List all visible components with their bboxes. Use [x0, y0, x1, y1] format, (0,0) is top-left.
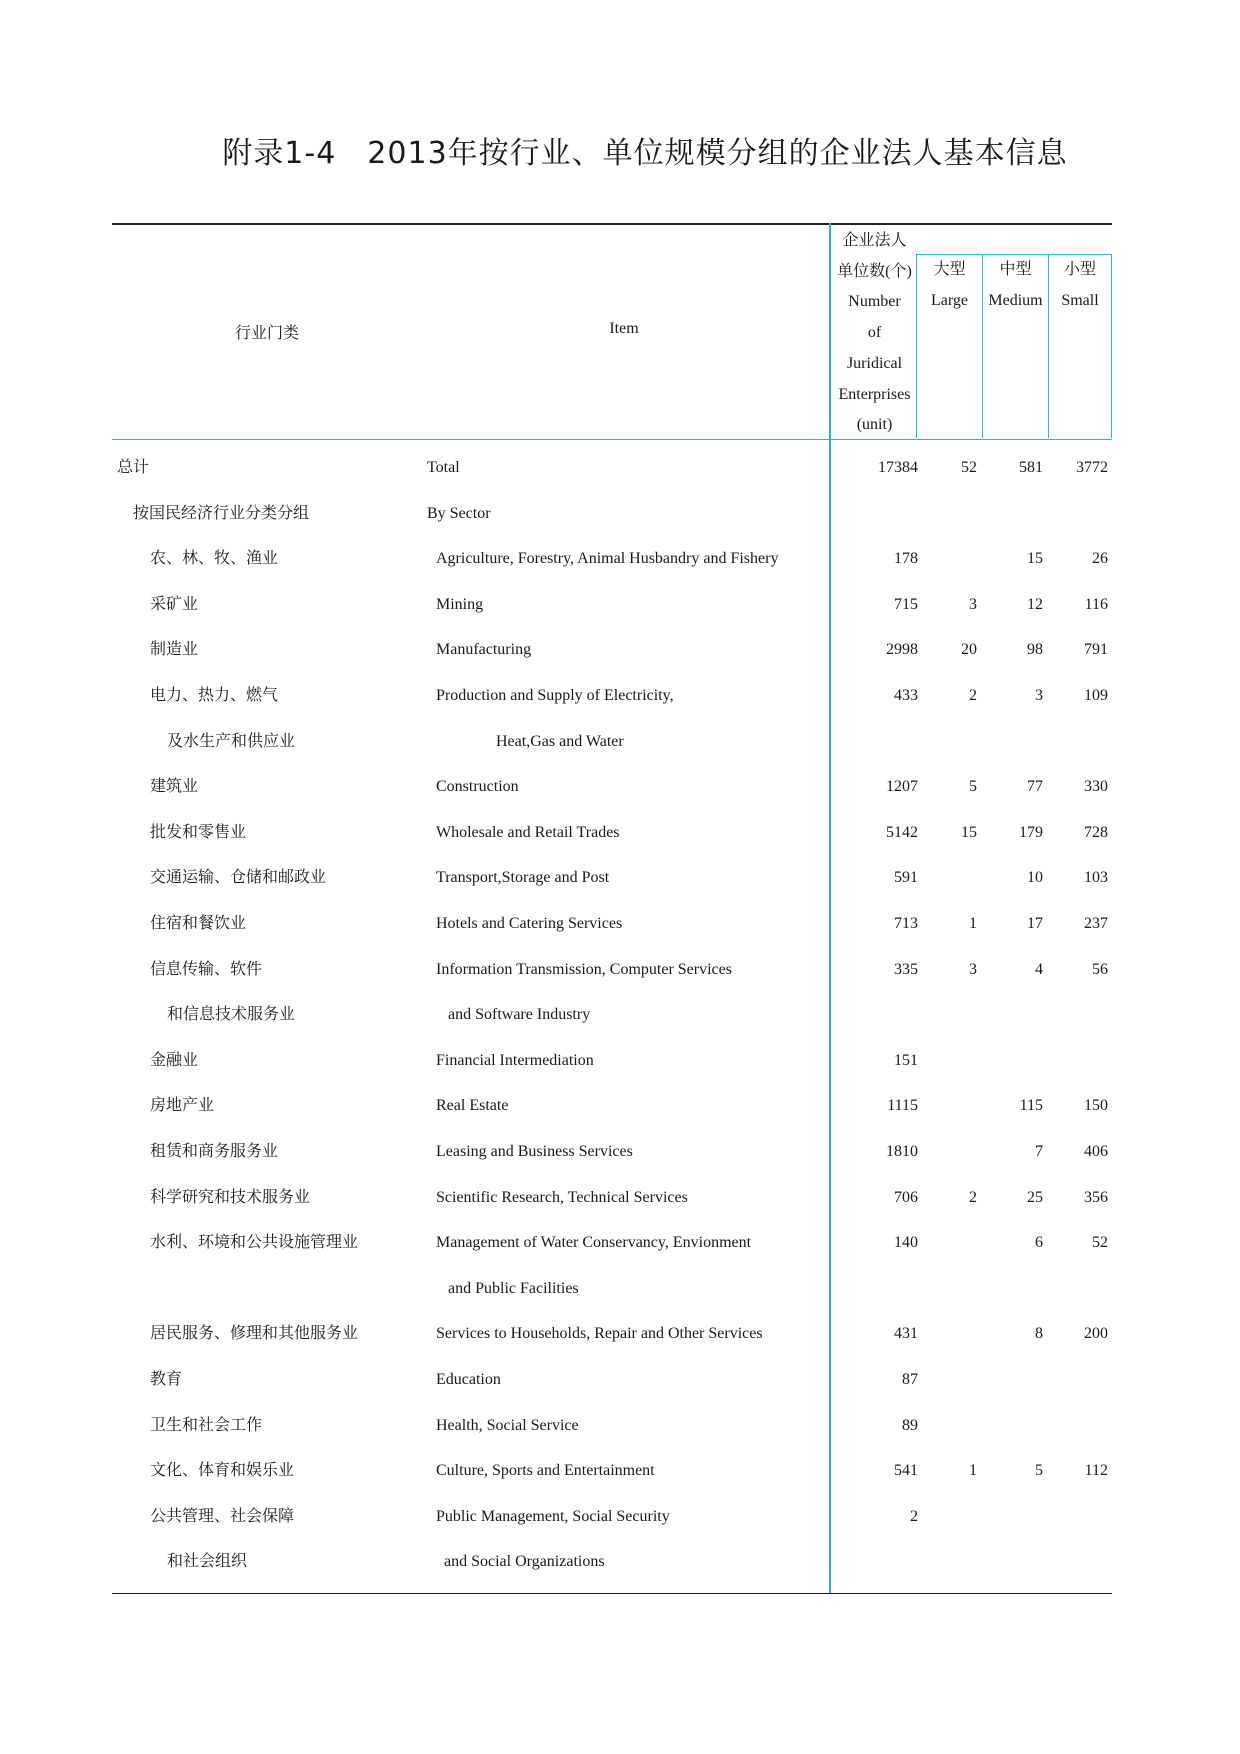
- header-count-line: of: [867, 324, 882, 342]
- row-total-count: 17384: [878, 459, 918, 476]
- row-item-en: and Social Organizations: [444, 1553, 605, 1571]
- row-total-count: 1810: [886, 1143, 918, 1160]
- row-item-en: Hotels and Catering Services: [436, 915, 623, 932]
- header-industry-cn: 行业门类: [234, 325, 299, 342]
- row-item-en: Services to Households, Repair and Other Services: [436, 1325, 763, 1343]
- row-item-en: Education: [436, 1371, 501, 1388]
- row-industry-cn: 和信息技术服务业: [167, 1006, 296, 1024]
- row-total-count: 89: [902, 1416, 918, 1434]
- row-medium-count: 581: [1019, 459, 1043, 476]
- row-industry-cn: 居民服务、修理和其他服务业: [150, 1325, 359, 1343]
- row-medium-count: 179: [1019, 823, 1043, 841]
- table-row: [112, 901, 1112, 947]
- row-total-count: 706: [894, 1188, 918, 1206]
- table-row: [112, 1083, 1112, 1129]
- row-item-en: Leasing and Business Services: [436, 1143, 633, 1160]
- row-medium-count: 15: [1027, 550, 1043, 568]
- row-industry-cn: 信息传输、软件: [150, 960, 263, 978]
- row-item-en: Health, Social Service: [436, 1416, 579, 1434]
- row-medium-count: 12: [1027, 595, 1043, 613]
- row-item-en: Culture, Sports and Entertainment: [436, 1462, 655, 1480]
- row-industry-cn: 教育: [150, 1371, 183, 1388]
- row-industry-cn: 卫生和社会工作: [150, 1416, 263, 1434]
- row-large-count: 1: [969, 915, 977, 932]
- row-total-count: 87: [902, 1371, 918, 1388]
- row-industry-cn: 文化、体育和娱乐业: [150, 1462, 295, 1480]
- row-industry-cn: 批发和零售业: [150, 823, 247, 841]
- row-small-count: 237: [1084, 915, 1108, 932]
- table-row: [112, 1311, 1112, 1357]
- row-small-count: 52: [1092, 1234, 1108, 1252]
- row-industry-cn: 建筑业: [150, 778, 199, 796]
- row-large-count: 52: [961, 459, 977, 476]
- header-medium-en: Medium: [988, 291, 1043, 309]
- row-industry-cn: 金融业: [150, 1051, 199, 1069]
- row-total-count: 713: [894, 915, 918, 932]
- row-industry-cn: 和社会组织: [167, 1553, 248, 1571]
- row-industry-cn: 交通运输、仓储和邮政业: [150, 869, 327, 887]
- row-large-count: 1: [969, 1462, 977, 1480]
- header-medium: [982, 254, 1049, 438]
- row-large-count: 3: [969, 595, 977, 613]
- header-count-line: 单位数(个): [837, 262, 912, 280]
- row-total-count: 541: [894, 1462, 918, 1480]
- table-row: [112, 491, 1112, 537]
- row-large-count: 20: [961, 641, 977, 659]
- row-item-en: Construction: [436, 778, 519, 796]
- header-large-en: Large: [930, 291, 968, 309]
- row-large-count: 2: [969, 1188, 977, 1206]
- row-industry-cn: 农、林、牧、渔业: [150, 550, 279, 568]
- table-row: [112, 1539, 1112, 1585]
- row-large-count: 15: [961, 823, 977, 841]
- row-total-count: 335: [894, 960, 918, 978]
- row-large-count: 5: [969, 778, 977, 796]
- table-row: [112, 536, 1112, 582]
- header-count-line: (unit): [856, 416, 893, 434]
- row-small-count: 26: [1092, 550, 1108, 568]
- row-medium-count: 98: [1027, 641, 1043, 659]
- table-row: [112, 582, 1112, 628]
- table-row: [112, 1494, 1112, 1540]
- row-industry-cn: 及水生产和供应业: [167, 732, 296, 750]
- row-total-count: 178: [894, 550, 918, 568]
- row-total-count: 2: [910, 1507, 918, 1525]
- table-bottom-rule: [112, 1593, 1112, 1594]
- row-medium-count: 17: [1027, 915, 1043, 932]
- header-item: Item: [609, 320, 639, 337]
- row-small-count: 728: [1084, 823, 1108, 841]
- row-small-count: 3772: [1076, 459, 1108, 476]
- row-medium-count: 115: [1019, 1097, 1043, 1115]
- row-item-en: Agriculture, Forestry, Animal Husbandry and Fishery: [436, 550, 779, 568]
- table-row: [112, 1448, 1112, 1494]
- header-enterprise-count: [831, 226, 918, 441]
- row-medium-count: 77: [1027, 778, 1043, 796]
- table-row: [112, 947, 1112, 993]
- row-item-en: Real Estate: [436, 1097, 509, 1115]
- row-small-count: 200: [1084, 1325, 1108, 1343]
- row-total-count: 151: [894, 1051, 918, 1069]
- table-row: [112, 627, 1112, 673]
- row-industry-cn: 电力、热力、燃气: [150, 687, 279, 704]
- row-item-en: Information Transmission, Computer Services: [436, 960, 732, 978]
- header-medium-cn: 中型: [999, 261, 1032, 278]
- row-total-count: 433: [894, 687, 918, 704]
- table-row: [112, 1266, 1112, 1312]
- row-item-en: Wholesale and Retail Trades: [436, 823, 620, 841]
- header-count-line: Juridical: [846, 354, 903, 372]
- row-total-count: 2998: [886, 641, 918, 659]
- row-medium-count: 4: [1035, 960, 1043, 978]
- row-item-en: Scientific Research, Technical Services: [436, 1188, 688, 1206]
- row-medium-count: 5: [1035, 1462, 1043, 1480]
- row-industry-cn: 总计: [117, 459, 150, 476]
- row-small-count: 109: [1084, 687, 1108, 704]
- row-item-en: Total: [427, 459, 460, 476]
- row-total-count: 591: [894, 869, 918, 887]
- table-row: [112, 764, 1112, 810]
- row-total-count: 1207: [886, 778, 918, 796]
- table-row: [112, 992, 1112, 1038]
- page-title: 附录1-4 2013年按行业、单位规模分组的企业法人基本信息: [222, 136, 1068, 171]
- row-total-count: 140: [894, 1234, 918, 1252]
- row-medium-count: 6: [1035, 1234, 1043, 1252]
- row-industry-cn: 科学研究和技术服务业: [150, 1188, 311, 1206]
- row-small-count: 356: [1084, 1188, 1108, 1206]
- row-small-count: 330: [1084, 778, 1108, 796]
- row-item-en: and Software Industry: [448, 1006, 591, 1024]
- row-small-count: 103: [1084, 869, 1108, 887]
- table-row: [112, 855, 1112, 901]
- table-row: [112, 673, 1112, 719]
- table-row: [112, 1220, 1112, 1266]
- row-total-count: 1115: [887, 1097, 918, 1115]
- row-total-count: 715: [894, 595, 918, 613]
- row-item-en: Financial Intermediation: [436, 1051, 594, 1069]
- row-large-count: 3: [969, 960, 977, 978]
- row-item-en: Heat,Gas and Water: [496, 732, 624, 750]
- row-item-en: Manufacturing: [436, 641, 532, 659]
- row-item-en: Public Management, Social Security: [436, 1507, 670, 1525]
- row-industry-cn: 采矿业: [150, 595, 199, 613]
- row-medium-count: 8: [1035, 1325, 1043, 1343]
- header-large: [916, 254, 983, 438]
- table-row: [112, 810, 1112, 856]
- row-item-en: Management of Water Conservancy, Envionment: [436, 1234, 752, 1252]
- row-industry-cn: 租赁和商务服务业: [150, 1143, 279, 1160]
- table-row: [112, 1129, 1112, 1175]
- row-industry-cn: 公共管理、社会保障: [150, 1507, 295, 1525]
- table-row: [112, 445, 1112, 491]
- row-industry-cn: 住宿和餐饮业: [150, 915, 247, 932]
- row-small-count: 116: [1084, 595, 1108, 613]
- row-small-count: 112: [1084, 1462, 1108, 1480]
- row-medium-count: 10: [1027, 869, 1043, 887]
- table-header: [112, 223, 1112, 439]
- header-divider: [112, 439, 1112, 440]
- row-small-count: 150: [1084, 1097, 1108, 1115]
- row-medium-count: 3: [1035, 687, 1043, 704]
- row-industry-cn: 按国民经济行业分类分组: [133, 504, 310, 522]
- table-row: [112, 1357, 1112, 1403]
- header-large-cn: 大型: [933, 261, 966, 278]
- row-total-count: 5142: [886, 823, 918, 841]
- row-item-en: Transport,Storage and Post: [436, 869, 610, 887]
- row-industry-cn: 水利、环境和公共设施管理业: [150, 1234, 359, 1252]
- header-small-cn: 小型: [1063, 261, 1096, 278]
- row-small-count: 791: [1084, 641, 1108, 659]
- row-industry-cn: 制造业: [150, 641, 199, 659]
- table-row: [112, 719, 1112, 765]
- row-medium-count: 7: [1035, 1143, 1043, 1160]
- header-small-en: Small: [1061, 291, 1099, 309]
- table-row: [112, 1038, 1112, 1084]
- row-small-count: 56: [1092, 960, 1108, 978]
- row-item-en: Production and Supply of Electricity,: [436, 687, 674, 704]
- row-item-en: Mining: [436, 595, 484, 613]
- row-item-en: and Public Facilities: [448, 1279, 579, 1297]
- row-item-en: By Sector: [427, 504, 491, 522]
- header-count-line: Number: [848, 293, 901, 311]
- row-small-count: 406: [1084, 1143, 1108, 1160]
- row-medium-count: 25: [1027, 1188, 1043, 1206]
- row-total-count: 431: [894, 1325, 918, 1343]
- table-row: [112, 1175, 1112, 1221]
- table-row: [112, 1403, 1112, 1449]
- row-industry-cn: 房地产业: [150, 1097, 215, 1115]
- row-large-count: 2: [969, 687, 977, 704]
- header-count-line: Enterprises: [838, 385, 911, 403]
- header-count-line: 企业法人: [842, 232, 907, 249]
- header-small: [1048, 254, 1112, 438]
